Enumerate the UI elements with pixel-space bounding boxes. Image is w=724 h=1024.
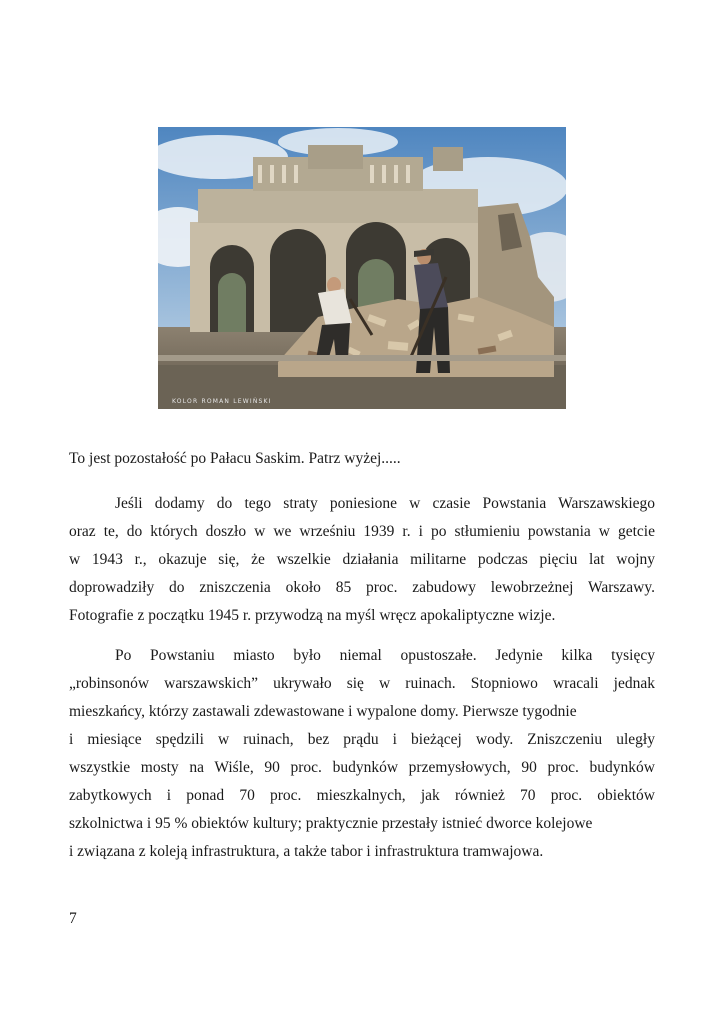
text-line: oraz te, do których doszło w we wrześniu 1939 r. i po stłumieniu powstania w getcie xyxy=(69,523,655,540)
paragraph-2 xyxy=(69,642,655,866)
text-line: zabytkowych i ponad 70 proc. mieszkalnych, jak również 70 proc. obiektów xyxy=(69,787,655,804)
photo-caption: To jest pozostałość po Pałacu Saskim. Patrz wyżej..... xyxy=(69,450,401,467)
ruins-photo-illustration xyxy=(158,127,566,409)
text-line: i miesiące spędzili w ruinach, bez prądu i bieżącej wody. Zniszczeniu uległy xyxy=(69,731,655,748)
text-line: Fotografie z początku 1945 r. przywodzą na myśl wręcz apokaliptyczne wizje. xyxy=(69,607,556,624)
page-number: 7 xyxy=(69,910,77,927)
text-line: „robinsonów warszawskich” ukrywało się w ruinach. Stopniowo wracali jednak xyxy=(69,675,655,692)
photo-credit: KOLOR ROMAN LEWIŃSKI xyxy=(172,398,272,405)
text-line: wszystkie mosty na Wiśle, 90 proc. budynków przemysłowych, 90 proc. budynków xyxy=(69,759,655,776)
text-line: Po Powstaniu miasto było niemal opustoszałe. Jedynie kilka tysięcy xyxy=(115,647,655,664)
text-line: Jeśli dodamy do tego straty poniesione w czasie Powstania Warszawskiego xyxy=(115,495,655,512)
text-line: doprowadziły do zniszczenia około 85 proc. zabudowy lewobrzeżnej Warszawy. xyxy=(69,579,655,596)
text-line: i związana z koleją infrastruktura, a także tabor i infrastruktura tramwajowa. xyxy=(69,843,544,860)
text-line: mieszkańcy, którzy zastawali zdewastowane i wypalone domy. Pierwsze tygodnie xyxy=(69,703,577,720)
historical-photo xyxy=(158,127,566,409)
paragraph-1 xyxy=(69,490,655,630)
text-line: szkolnictwa i 95 % obiektów kultury; praktycznie przestały istnieć dworce kolejowe xyxy=(69,815,593,832)
text-line: w 1943 r., okazuje się, że wszelkie działania militarne podczas pięciu lat wojny xyxy=(69,551,655,568)
